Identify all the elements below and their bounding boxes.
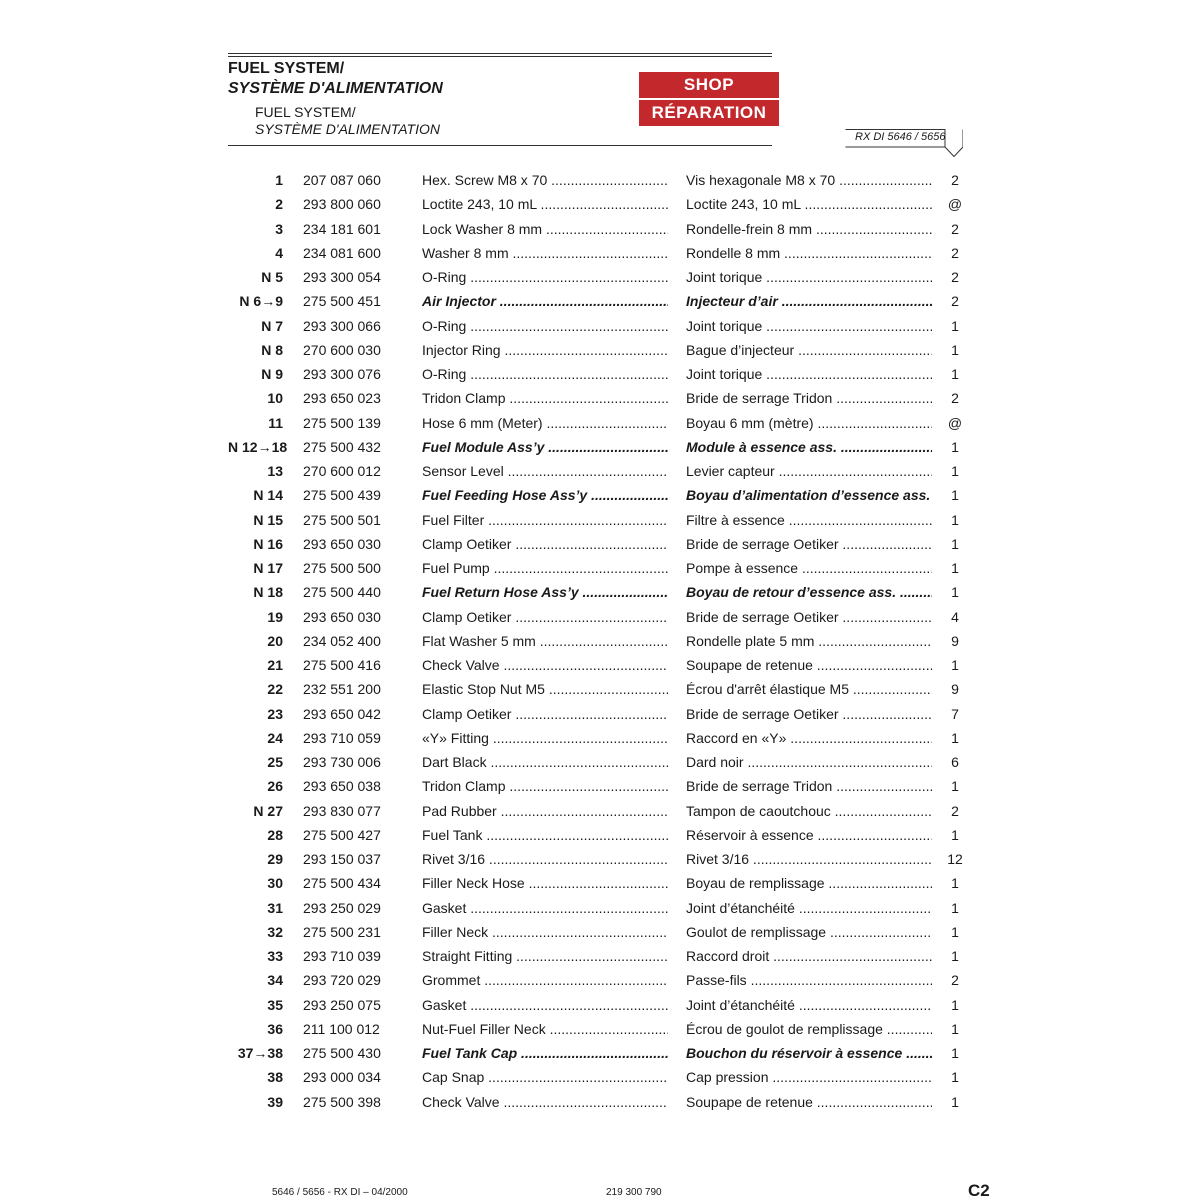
subsection-title-en: FUEL SYSTEM/ <box>255 104 356 120</box>
part-description-fr: Loctite 243, 10 mL ..... <box>686 192 932 216</box>
part-ref-number: 29 <box>267 851 283 867</box>
part-quantity: 1 <box>951 463 959 479</box>
part-quantity: 2 <box>951 220 959 237</box>
part-description-fr: Boyau de remplissage ..... <box>686 871 932 895</box>
part-row <box>228 677 968 701</box>
part-number: 275 500 451 <box>303 293 381 310</box>
part-description-fr: Injecteur d’air ..... <box>686 289 932 313</box>
subsection-title-fr: SYSTÈME D'ALIMENTATION <box>255 121 440 137</box>
part-ref-number: 39 <box>267 1093 283 1110</box>
part-quantity: 1 <box>951 657 959 673</box>
part-number: 275 500 439 <box>303 487 381 504</box>
part-description-fr: Goulot de remplissage ..... <box>686 920 932 944</box>
part-description-fr: Module à essence ass. ..... <box>686 435 932 459</box>
part-description-en: Clamp Oetiker ..... <box>422 605 668 629</box>
part-row <box>228 847 968 871</box>
part-description-fr: Joint d’étanchéité ..... <box>686 993 932 1017</box>
part-number: 293 000 034 <box>303 1069 381 1086</box>
part-quantity: 9 <box>951 681 959 698</box>
part-quantity: 1 <box>951 535 959 552</box>
part-description-fr: Vis hexagonale M8 x 70 ..... <box>686 168 932 192</box>
part-number: 275 500 434 <box>303 875 381 892</box>
part-description-fr: Boyau de retour d’essence ass. ..... <box>686 580 932 604</box>
part-quantity: 2 <box>951 269 959 285</box>
part-ref-number: 31 <box>267 899 283 916</box>
part-row <box>228 1090 968 1114</box>
part-description-en: Flat Washer 5 mm ..... <box>422 629 668 653</box>
section-title-en: FUEL SYSTEM/ <box>228 60 345 77</box>
part-ref-number: 37→38 <box>237 1045 283 1061</box>
part-number: 293 650 030 <box>303 608 381 625</box>
part-description-en: Sensor Level ..... <box>422 459 668 483</box>
part-description-fr: Rondelle plate 5 mm ..... <box>686 629 932 653</box>
part-ref-number: 34 <box>267 972 283 989</box>
part-number: 275 500 501 <box>303 511 381 528</box>
part-description-fr: Soupape de retenue ..... <box>686 653 932 677</box>
part-ref-number: 38 <box>267 1069 283 1086</box>
part-row <box>228 993 968 1017</box>
part-row <box>228 823 968 847</box>
part-row <box>228 362 968 386</box>
part-number: 275 500 430 <box>303 1045 381 1061</box>
parts-list <box>228 168 968 1114</box>
part-quantity: @ <box>947 414 963 431</box>
part-description-en: Tridon Clamp ..... <box>422 774 668 798</box>
part-number: 293 720 029 <box>303 972 381 989</box>
part-quantity: 2 <box>951 293 959 310</box>
part-description-en: Tridon Clamp ..... <box>422 386 668 410</box>
part-row <box>228 192 968 216</box>
part-number: 293 250 075 <box>303 996 381 1013</box>
part-row <box>228 726 968 750</box>
part-description-fr: Rondelle-frein 8 mm ..... <box>686 217 932 241</box>
part-row <box>228 653 968 677</box>
part-quantity: 1 <box>951 366 959 382</box>
part-ref-number: 32 <box>267 923 283 940</box>
part-number: 293 650 042 <box>303 705 381 722</box>
part-ref-number: 13 <box>267 463 283 479</box>
part-number: 207 087 060 <box>303 172 381 188</box>
part-number: 275 500 139 <box>303 414 381 431</box>
part-description-fr: Boyau d’alimentation d’essence ass. ..... <box>686 483 932 507</box>
part-number: 293 650 038 <box>303 778 381 795</box>
part-description-fr: Tampon de caoutchouc ..... <box>686 799 932 823</box>
part-row <box>228 896 968 920</box>
part-description-fr: Soupape de retenue ..... <box>686 1090 932 1114</box>
part-description-en: «Y» Fitting ..... <box>422 726 668 750</box>
part-row <box>228 168 968 192</box>
part-ref-number: 11 <box>268 414 283 431</box>
part-row <box>228 508 968 532</box>
part-description-fr: Joint d’étanchéité ..... <box>686 896 932 920</box>
part-ref-number: 10 <box>267 390 283 407</box>
part-description-en: Check Valve ..... <box>422 1090 668 1114</box>
part-description-fr: Réservoir à essence ..... <box>686 823 932 847</box>
part-number: 293 650 030 <box>303 535 381 552</box>
part-ref-number: 1 <box>275 172 283 188</box>
part-ref-number: 2 <box>275 196 283 213</box>
part-description-en: Gasket ..... <box>422 993 668 1017</box>
part-number: 275 500 398 <box>303 1093 381 1110</box>
part-description-fr: Boyau 6 mm (mètre) ..... <box>686 411 932 435</box>
part-number: 293 300 076 <box>303 366 381 382</box>
part-row <box>228 920 968 944</box>
part-description-fr: Cap pression ..... <box>686 1065 932 1089</box>
part-description-fr: Filtre à essence ..... <box>686 508 932 532</box>
part-number: 293 830 077 <box>303 802 381 819</box>
part-number: 275 500 440 <box>303 584 381 601</box>
part-number: 270 600 012 <box>303 463 381 479</box>
part-quantity: 2 <box>951 972 959 989</box>
part-number: 234 081 600 <box>303 244 381 261</box>
part-description-fr: Raccord en «Y» ..... <box>686 726 932 750</box>
part-ref-number: 23 <box>267 705 283 722</box>
part-number: 270 600 030 <box>303 341 381 358</box>
model-tag-label: RX DI 5646 / 5656 <box>855 131 946 143</box>
part-quantity: @ <box>947 196 963 213</box>
part-description-fr: Joint torique ..... <box>686 265 932 289</box>
part-ref-number: N 12→18 <box>228 438 288 455</box>
part-row <box>228 532 968 556</box>
part-row <box>228 459 968 483</box>
part-quantity: 1 <box>951 899 959 916</box>
model-tag <box>845 129 963 157</box>
footer-model-date: 5646 / 5656 - RX DI – 04/2000 <box>272 1187 408 1198</box>
part-number: 275 500 500 <box>303 560 381 576</box>
part-ref-number: 19 <box>267 608 283 625</box>
part-ref-number: N 15 <box>253 511 283 528</box>
part-number: 232 551 200 <box>303 681 381 698</box>
part-quantity: 12 <box>947 851 963 867</box>
part-number: 275 500 416 <box>303 657 381 673</box>
top-rule <box>228 53 772 54</box>
part-description-en: Gasket ..... <box>422 896 668 920</box>
page-number: C2 <box>968 1181 990 1200</box>
part-quantity: 1 <box>951 511 959 528</box>
part-description-en: Fuel Tank ..... <box>422 823 668 847</box>
part-description-en: Rivet 3/16 ..... <box>422 847 668 871</box>
part-description-en: Elastic Stop Nut M5 ..... <box>422 677 668 701</box>
part-row <box>228 750 968 774</box>
part-description-en: Washer 8 mm ..... <box>422 241 668 265</box>
part-description-en: Clamp Oetiker ..... <box>422 702 668 726</box>
part-ref-number: 26 <box>267 778 283 795</box>
part-row <box>228 265 968 289</box>
part-description-en: Check Valve ..... <box>422 653 668 677</box>
part-description-fr: Bague d’injecteur ..... <box>686 338 932 362</box>
part-number: 293 800 060 <box>303 196 381 213</box>
part-quantity: 2 <box>951 244 959 261</box>
part-row <box>228 314 968 338</box>
part-quantity: 9 <box>951 632 959 649</box>
part-quantity: 1 <box>951 487 959 504</box>
part-row <box>228 774 968 798</box>
part-number: 293 730 006 <box>303 754 381 770</box>
part-row <box>228 605 968 629</box>
part-number: 275 500 231 <box>303 923 381 940</box>
part-quantity: 6 <box>951 754 959 770</box>
part-description-en: Fuel Module Ass’y ..... <box>422 435 668 459</box>
reparation-label: RÉPARATION <box>639 100 779 126</box>
part-description-fr: Levier capteur ..... <box>686 459 932 483</box>
part-description-fr: Rivet 3/16 ..... <box>686 847 932 871</box>
part-row <box>228 435 968 459</box>
part-row <box>228 1041 968 1065</box>
part-number: 293 650 023 <box>303 390 381 407</box>
part-row <box>228 629 968 653</box>
header-bottom-rule <box>228 145 772 146</box>
part-row <box>228 968 968 992</box>
part-description-en: Fuel Tank Cap ..... <box>422 1041 668 1065</box>
part-ref-number: 20 <box>267 632 283 649</box>
part-description-fr: Écrou de goulot de remplissage ..... <box>686 1017 932 1041</box>
part-description-en: Grommet ..... <box>422 968 668 992</box>
part-quantity: 2 <box>951 172 959 188</box>
part-description-en: Fuel Return Hose Ass’y ..... <box>422 580 668 604</box>
part-description-fr: Joint torique ..... <box>686 362 932 386</box>
part-description-fr: Bouchon du réservoir à essence ..... <box>686 1041 932 1065</box>
part-ref-number: N 27 <box>253 802 283 819</box>
part-quantity: 1 <box>951 1093 959 1110</box>
part-quantity: 1 <box>951 584 959 601</box>
part-description-en: Filler Neck Hose ..... <box>422 871 668 895</box>
part-number: 293 710 039 <box>303 948 381 964</box>
part-description-en: Straight Fitting ..... <box>422 944 668 968</box>
part-row <box>228 556 968 580</box>
part-description-en: Filler Neck ..... <box>422 920 668 944</box>
part-number: 293 300 054 <box>303 269 381 285</box>
part-ref-number: 24 <box>267 729 283 746</box>
part-description-fr: Rondelle 8 mm ..... <box>686 241 932 265</box>
part-number: 275 500 432 <box>303 438 381 455</box>
part-quantity: 1 <box>951 778 959 795</box>
part-quantity: 1 <box>951 1069 959 1086</box>
part-quantity: 1 <box>951 341 959 358</box>
part-description-fr: Bride de serrage Oetiker ..... <box>686 605 932 629</box>
part-ref-number: N 8 <box>261 341 283 358</box>
part-description-en: Hex. Screw M8 x 70 ..... <box>422 168 668 192</box>
part-number: 234 181 601 <box>303 220 381 237</box>
part-description-en: Pad Rubber ..... <box>422 799 668 823</box>
part-description-fr: Pompe à essence ..... <box>686 556 932 580</box>
part-description-en: O-Ring ..... <box>422 362 668 386</box>
part-ref-number: 4 <box>275 244 283 261</box>
shop-badge <box>639 72 779 126</box>
part-row <box>228 944 968 968</box>
shop-label: SHOP <box>639 72 779 98</box>
part-row <box>228 411 968 435</box>
part-description-fr: Bride de serrage Oetiker ..... <box>686 702 932 726</box>
part-ref-number: 25 <box>267 754 283 770</box>
part-quantity: 1 <box>951 948 959 964</box>
part-number: 293 150 037 <box>303 851 381 867</box>
part-ref-number: N 17 <box>253 560 283 576</box>
part-description-en: Loctite 243, 10 mL ..... <box>422 192 668 216</box>
part-quantity: 1 <box>951 729 959 746</box>
part-quantity: 1 <box>951 923 959 940</box>
part-row <box>228 289 968 313</box>
part-ref-number: 33 <box>267 948 283 964</box>
part-description-en: O-Ring ..... <box>422 314 668 338</box>
part-ref-number: N 9 <box>261 366 283 382</box>
part-description-en: O-Ring ..... <box>422 265 668 289</box>
part-description-fr: Bride de serrage Oetiker ..... <box>686 532 932 556</box>
part-description-en: Fuel Pump ..... <box>422 556 668 580</box>
part-row <box>228 871 968 895</box>
part-ref-number: 35 <box>267 996 283 1013</box>
part-number: 275 500 427 <box>303 826 381 843</box>
part-number: 293 300 066 <box>303 317 381 334</box>
part-quantity: 1 <box>951 1045 959 1061</box>
part-quantity: 7 <box>951 705 959 722</box>
part-row <box>228 1065 968 1089</box>
part-quantity: 1 <box>951 1020 959 1037</box>
part-number: 234 052 400 <box>303 632 381 649</box>
part-description-en: Lock Washer 8 mm ..... <box>422 217 668 241</box>
section-title-block <box>228 61 443 136</box>
part-ref-number: 36 <box>267 1020 283 1037</box>
part-ref-number: 30 <box>267 875 283 892</box>
part-number: 211 100 012 <box>303 1020 380 1037</box>
part-row <box>228 386 968 410</box>
part-ref-number: N 14 <box>253 487 283 504</box>
part-ref-number: 3 <box>275 220 283 237</box>
part-description-fr: Passe-fils ..... <box>686 968 932 992</box>
part-quantity: 4 <box>951 608 959 625</box>
part-quantity: 1 <box>951 826 959 843</box>
part-ref-number: N 18 <box>253 584 283 601</box>
part-ref-number: N 16 <box>253 535 283 552</box>
part-description-fr: Raccord droit ..... <box>686 944 932 968</box>
part-row <box>228 338 968 362</box>
part-quantity: 2 <box>951 802 959 819</box>
part-row <box>228 483 968 507</box>
part-ref-number: N 6→9 <box>239 293 283 310</box>
part-quantity: 1 <box>951 560 959 576</box>
top-rule-thin <box>228 56 772 57</box>
part-number: 293 250 029 <box>303 899 381 916</box>
part-row <box>228 217 968 241</box>
part-description-en: Nut-Fuel Filler Neck ..... <box>422 1017 668 1041</box>
part-description-en: Fuel Feeding Hose Ass’y ..... <box>422 483 668 507</box>
part-number: 293 710 059 <box>303 729 381 746</box>
part-description-en: Clamp Oetiker ..... <box>422 532 668 556</box>
part-row <box>228 580 968 604</box>
part-ref-number: 22 <box>267 681 283 698</box>
part-quantity: 1 <box>951 438 959 455</box>
part-description-fr: Bride de serrage Tridon ..... <box>686 774 932 798</box>
part-row <box>228 1017 968 1041</box>
part-row <box>228 702 968 726</box>
part-description-en: Fuel Filter ..... <box>422 508 668 532</box>
part-description-fr: Écrou d'arrêt élastique M5 ..... <box>686 677 932 701</box>
footer-document-number: 219 300 790 <box>606 1187 662 1198</box>
part-description-en: Hose 6 mm (Meter) ..... <box>422 411 668 435</box>
part-quantity: 1 <box>951 875 959 892</box>
part-quantity: 1 <box>951 317 959 334</box>
part-description-fr: Joint torique ..... <box>686 314 932 338</box>
part-ref-number: 21 <box>267 657 283 673</box>
part-description-fr: Bride de serrage Tridon ..... <box>686 386 932 410</box>
part-ref-number: 28 <box>267 826 283 843</box>
part-quantity: 2 <box>951 390 959 407</box>
part-quantity: 1 <box>951 996 959 1013</box>
part-description-en: Air Injector ..... <box>422 289 668 313</box>
part-ref-number: N 5 <box>261 269 283 285</box>
part-description-en: Cap Snap ..... <box>422 1065 668 1089</box>
part-row <box>228 799 968 823</box>
part-description-en: Dart Black ..... <box>422 750 668 774</box>
part-ref-number: N 7 <box>261 317 283 334</box>
part-description-en: Injector Ring ..... <box>422 338 668 362</box>
section-title-fr: SYSTÈME D'ALIMENTATION <box>228 80 443 97</box>
part-description-fr: Dard noir ..... <box>686 750 932 774</box>
part-row <box>228 241 968 265</box>
